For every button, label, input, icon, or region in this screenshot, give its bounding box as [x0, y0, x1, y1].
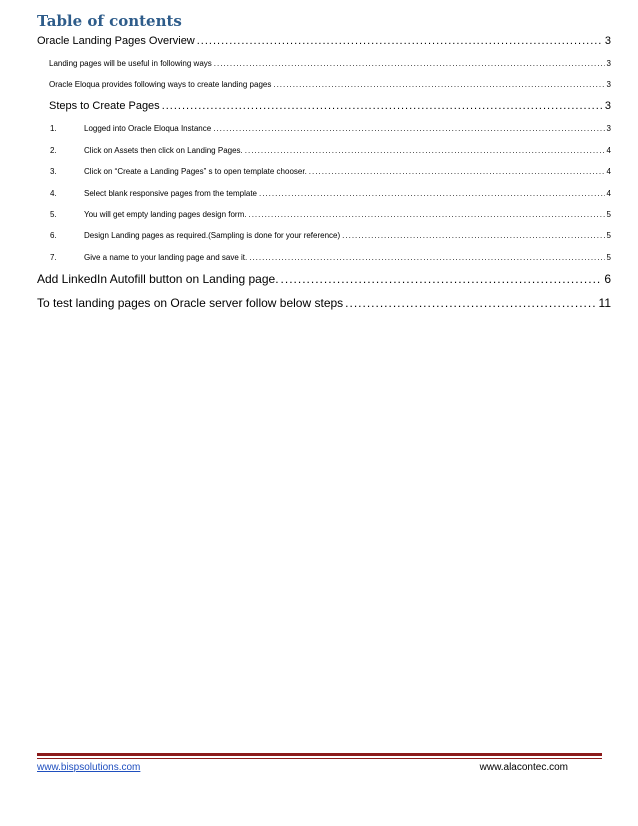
toc-entry-step-7[interactable] — [50, 253, 611, 262]
step-number: 5. — [50, 210, 57, 219]
leader-dots — [309, 167, 605, 176]
step-number: 4. — [50, 189, 57, 198]
footer-text-alacontec: www.alacontec.com — [479, 762, 568, 773]
step-number: 6. — [50, 231, 57, 240]
toc-entry-text: Steps to Create Pages — [49, 100, 160, 112]
toc-entry-step-4[interactable] — [50, 189, 611, 198]
toc-entry-eloqua-ways[interactable] — [49, 80, 611, 89]
toc-entry-text: Add LinkedIn Autofill button on Landing page. — [37, 272, 279, 286]
toc-entry-landing-pages-useful[interactable] — [49, 59, 611, 68]
toc-entry-text: Oracle Eloqua provides following ways to create landing pages — [49, 80, 272, 89]
toc-page-number: 5 — [606, 253, 611, 262]
leader-dots — [214, 59, 605, 68]
leader-dots — [248, 210, 604, 219]
leader-dots — [249, 253, 604, 262]
leader-dots — [197, 35, 603, 47]
leader-dots — [162, 100, 603, 112]
toc-page-number: 5 — [606, 231, 611, 240]
toc-entry-step-3[interactable] — [50, 167, 611, 176]
leader-dots — [213, 124, 604, 133]
leader-dots — [281, 272, 603, 286]
toc-page-number: 4 — [606, 167, 611, 176]
toc-entry-text: You will get empty landing pages design form. — [84, 210, 247, 219]
toc-page-number: 5 — [606, 210, 611, 219]
toc-entry-step-2[interactable] — [50, 146, 611, 155]
leader-dots — [273, 80, 604, 89]
toc-entry-text: Click on Assets then click on Landing Pages. — [84, 146, 243, 155]
step-number: 1. — [50, 124, 57, 133]
toc-page-number: 3 — [606, 80, 611, 89]
toc-entry-text: Design Landing pages as required.(Sampling is done for your reference) — [84, 231, 341, 240]
toc-page-number: 3 — [604, 100, 611, 112]
leader-dots — [345, 296, 596, 310]
leader-dots — [259, 189, 605, 198]
toc-entry-step-5[interactable] — [50, 210, 611, 219]
leader-dots — [245, 146, 605, 155]
toc-page-number: 4 — [606, 189, 611, 198]
toc-entry-text: Select blank responsive pages from the template — [84, 189, 257, 198]
toc-entry-step-1[interactable] — [50, 124, 611, 133]
toc-entry-text: Landing pages will be useful in following ways — [49, 59, 212, 68]
leader-dots — [342, 231, 604, 240]
toc-title: Table of contents — [37, 12, 182, 30]
footer-divider-thin — [37, 758, 602, 759]
step-number: 7. — [50, 253, 57, 262]
toc-entry-oracle-landing-pages-overview[interactable] — [37, 35, 611, 47]
toc-entry-test-landing-pages[interactable] — [37, 296, 611, 310]
footer-divider-thick — [37, 753, 602, 756]
toc-entry-text: Logged into Oracle Eloqua Instance — [84, 124, 212, 133]
toc-entry-text: To test landing pages on Oracle server follow below steps — [37, 296, 344, 310]
toc-entry-text: Oracle Landing Pages Overview — [37, 35, 195, 47]
step-number: 2. — [50, 146, 57, 155]
toc-page-number: 11 — [598, 296, 611, 310]
footer-link-bispsolutions[interactable]: www.bispsolutions.com — [37, 762, 141, 773]
step-number: 3. — [50, 167, 57, 176]
toc-entry-step-6[interactable] — [50, 231, 611, 240]
toc-page-number: 3 — [604, 35, 611, 47]
toc-page-number: 3 — [606, 59, 611, 68]
toc-page-number: 4 — [606, 146, 611, 155]
toc-page-number: 6 — [604, 272, 611, 286]
toc-entry-text: Click on “Create a Landing Pages” s to open template chooser. — [84, 167, 307, 176]
toc-page-number: 3 — [606, 124, 611, 133]
toc-entry-linkedin-autofill[interactable] — [37, 272, 611, 286]
toc-entry-text: Give a name to your landing page and save it. — [84, 253, 248, 262]
toc-entry-steps-to-create-pages[interactable] — [49, 100, 611, 112]
